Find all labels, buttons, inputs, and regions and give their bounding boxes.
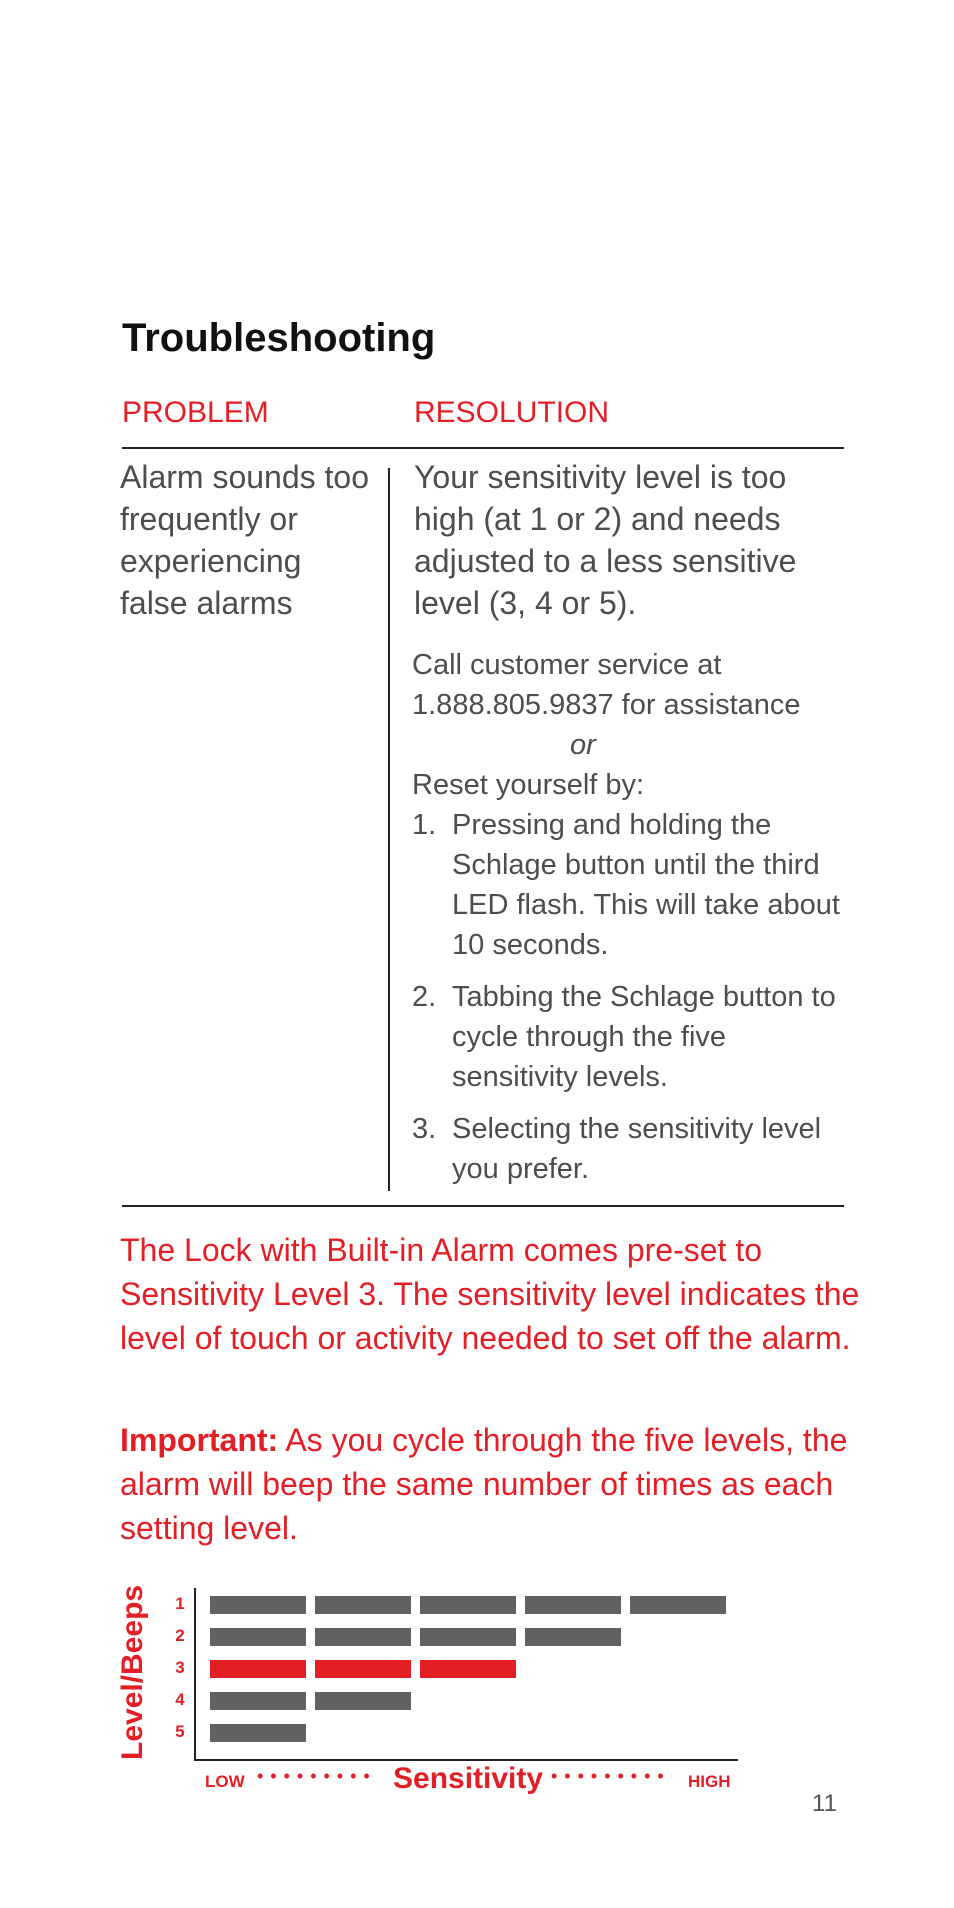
chart-x-axis [194, 1759, 738, 1761]
bar-segment-level-2 [420, 1628, 516, 1646]
level-label-1: 1 [175, 1594, 185, 1613]
sensitivity-dots-left: ••••••••• [257, 1766, 377, 1786]
column-divider [388, 468, 390, 1191]
step-text: Pressing and holding the Schlage button until the third LED flash. This will take about 10 seconds. [452, 809, 840, 961]
level-label-4: 4 [175, 1690, 185, 1709]
bar-segment-level-1 [210, 1596, 306, 1614]
important-label: Important: [120, 1422, 279, 1458]
bar-segment-level-3 [420, 1660, 516, 1678]
table-top-rule [122, 447, 844, 449]
sensitivity-dots-right: ••••••••• [551, 1766, 671, 1786]
bar-segment-level-5 [210, 1724, 306, 1742]
level-label-2: 2 [175, 1626, 185, 1645]
bar-segment-level-4 [315, 1692, 411, 1710]
bar-segment-level-1 [420, 1596, 516, 1614]
step-number: 1. [412, 809, 437, 841]
page-title: Troubleshooting [122, 316, 436, 360]
important-text: As you cycle through the five levels, the alarm will beep the same number of times as each setting level. [120, 1422, 848, 1546]
chart-y-axis-title: Level/Beeps [116, 1584, 149, 1760]
bar-segment-level-1 [315, 1596, 411, 1614]
or-separator: or [570, 729, 596, 761]
sensitivity-chart [110, 1580, 750, 1790]
resolution-intro: Your sensitivity level is too high (at 1 or 2) and needs adjusted to a less sensitive level (3, 4 or 5). [414, 459, 797, 621]
reset-step [412, 977, 852, 1097]
bar-segment-level-3 [210, 1660, 306, 1678]
reset-steps-list [412, 805, 852, 1189]
problem-column-header: PROBLEM [122, 396, 269, 429]
bar-segment-level-2 [210, 1628, 306, 1646]
page-number: 11 [812, 1790, 837, 1817]
bar-segment-level-4 [210, 1692, 306, 1710]
sensitivity-scale [205, 1762, 745, 1798]
preset-note: The Lock with Built-in Alarm comes pre-set to Sensitivity Level 3. The sensitivity level indicates the level of touch or activity needed to set off the alarm. [120, 1232, 860, 1356]
bar-segment-level-2 [525, 1628, 621, 1646]
level-label-3: 3 [175, 1658, 185, 1677]
table-bottom-rule [122, 1205, 844, 1207]
step-text: Tabbing the Schlage button to cycle through the five sensitivity levels. [452, 981, 836, 1093]
bar-segment-level-2 [315, 1628, 411, 1646]
chart-x-axis-title: Sensitivity [393, 1762, 544, 1795]
step-number: 2. [412, 981, 437, 1013]
level-label-5: 5 [175, 1722, 185, 1741]
bar-segment-level-3 [315, 1660, 411, 1678]
step-number: 3. [412, 1113, 437, 1145]
call-customer-service-text: Call customer service at 1.888.805.9837 for assistance [412, 649, 801, 721]
sensitivity-low-label: LOW [205, 1772, 245, 1791]
step-text: Selecting the sensitivity level you prefer. [452, 1113, 822, 1185]
chart-y-axis [194, 1588, 196, 1761]
sensitivity-high-label: HIGH [688, 1772, 731, 1791]
reset-step [412, 1109, 852, 1189]
resolution-column-header: RESOLUTION [414, 396, 610, 429]
reset-step [412, 805, 852, 965]
bar-segment-level-1 [525, 1596, 621, 1614]
reset-instructions-label: Reset yourself by: [412, 769, 645, 801]
problem-description: Alarm sounds too frequently or experiencing false alarms [120, 459, 370, 621]
important-note [120, 1418, 860, 1550]
resolution-details [412, 645, 852, 1201]
bar-segment-level-1 [630, 1596, 726, 1614]
